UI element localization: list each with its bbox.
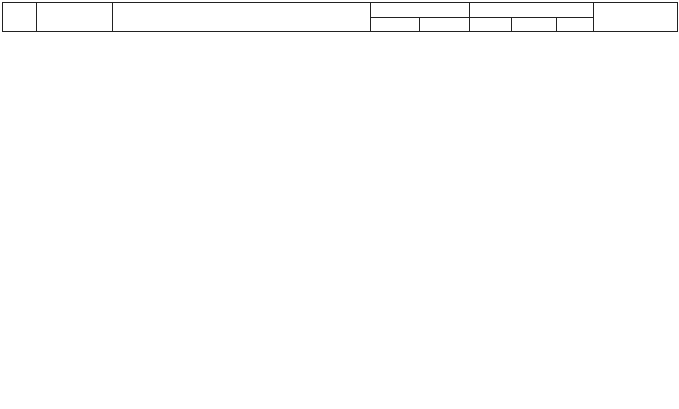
header-figure	[594, 3, 678, 32]
pin-parameter-sheet	[2, 2, 677, 32]
header-voltage	[470, 3, 594, 18]
header-res-positive	[371, 18, 420, 32]
header-v-signal	[512, 18, 557, 32]
pin-parameter-table	[2, 2, 678, 32]
header-v-nosignal	[557, 18, 594, 32]
header-abbr	[37, 3, 113, 32]
header-pin	[3, 3, 37, 32]
header-v-power	[470, 18, 512, 32]
header-function-cell	[113, 3, 371, 32]
header-resistance	[371, 3, 470, 18]
header-res-negative	[420, 18, 470, 32]
